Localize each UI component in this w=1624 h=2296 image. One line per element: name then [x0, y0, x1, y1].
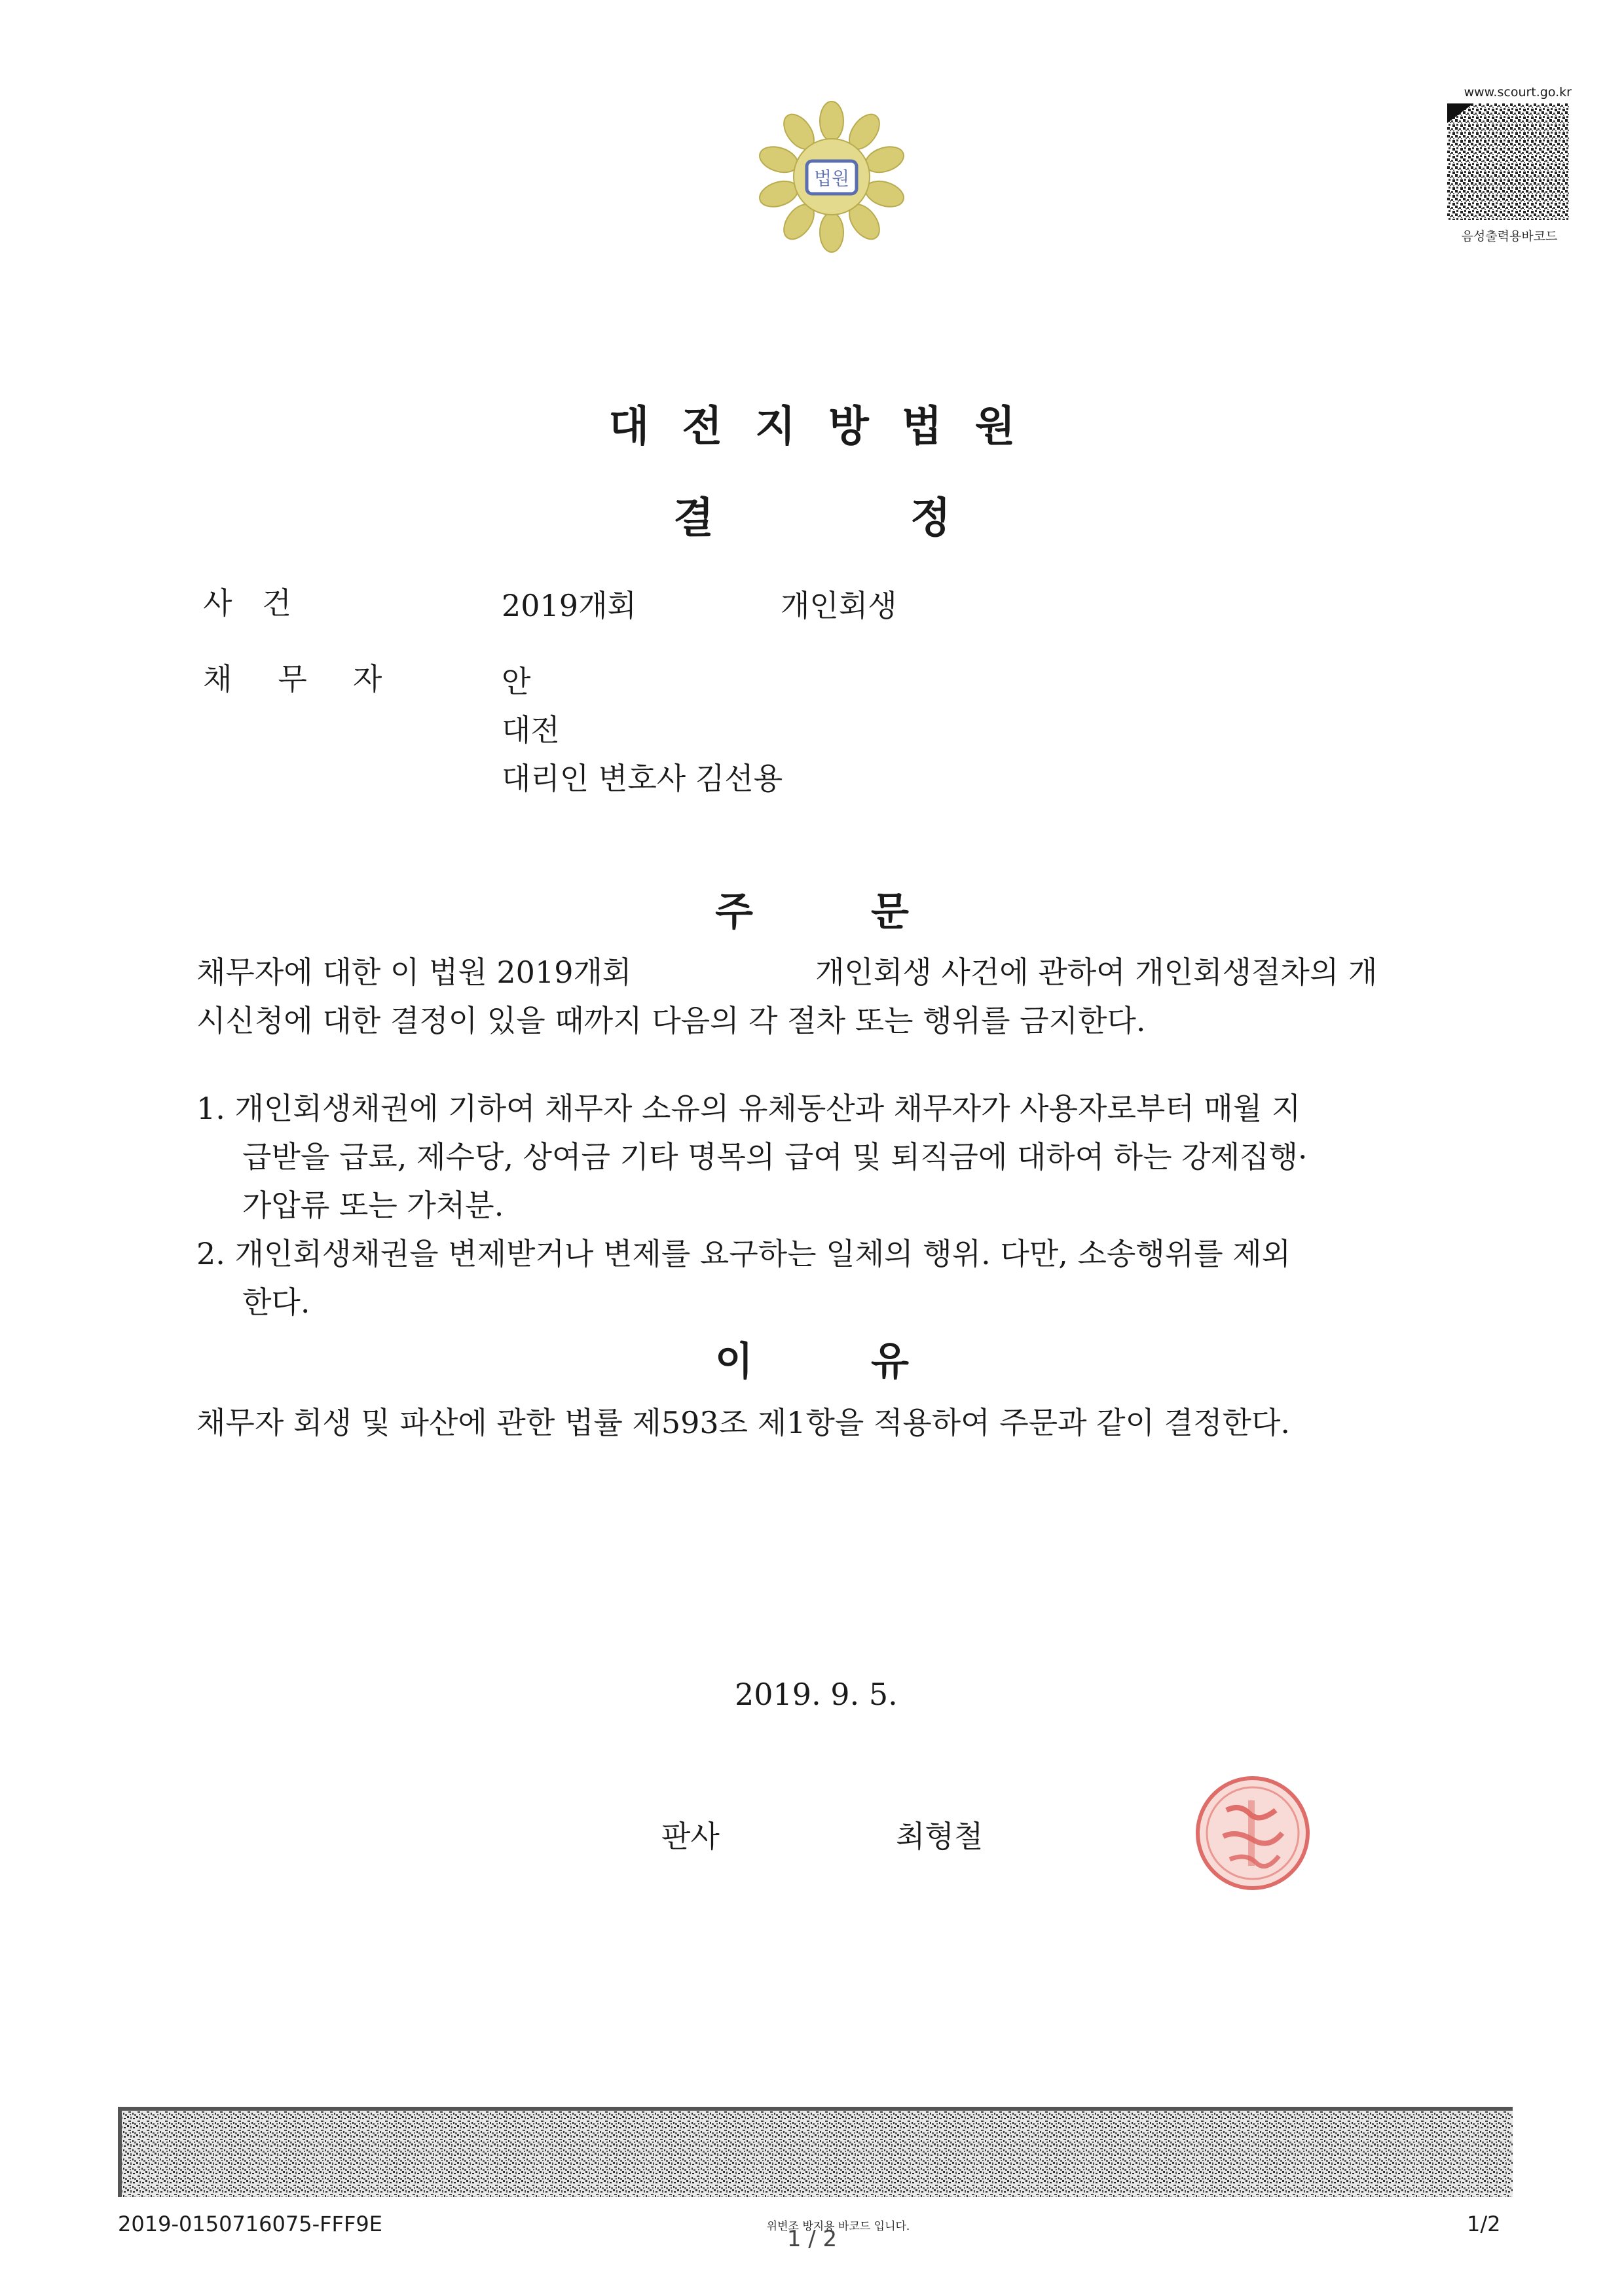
judge-seal — [1190, 1771, 1315, 1895]
qr-url: www.scourt.go.kr — [1464, 85, 1572, 100]
court-name: 대전지방법원 — [608, 403, 1048, 451]
order-item1-line3: 가압류 또는 가처분. — [242, 1188, 504, 1223]
order-item2-line2: 한다. — [242, 1285, 310, 1320]
order-item1-line2: 급받을 급료, 제수당, 상여금 기타 명목의 급여 및 퇴직금에 대하여 하는 강제집행· — [242, 1139, 1308, 1175]
qr-code-icon — [1447, 103, 1569, 220]
debtor-label: 채 무 자 — [203, 661, 390, 697]
decision-date: 2019. 9. 5. — [735, 1677, 898, 1712]
case-number: 2019개회 — [502, 588, 637, 623]
order-intro-line1b: 개인회생 사건에 관하여 개인회생절차의 개 — [815, 955, 1378, 990]
debtor-agent: 대리인 변호사 김선용 — [502, 761, 783, 796]
reason-text: 채무자 회생 및 파산에 관한 법률 제593조 제1항을 적용하여 주문과 같이 결정한다. — [196, 1405, 1291, 1440]
court-emblem — [753, 98, 910, 255]
case-type: 개인회생 — [781, 588, 897, 623]
judge-title: 판사 — [661, 1819, 720, 1854]
debtor-address: 대전 — [502, 712, 560, 748]
emblem-text: 법원 — [813, 168, 850, 189]
order-item1-line1: 1. 개인회생채권에 기하여 채무자 소유의 유체동산과 채무자가 사용자로부터 매월 지 — [196, 1091, 1301, 1126]
qr-code — [1447, 103, 1569, 220]
seal-icon — [1190, 1771, 1315, 1895]
court-emblem-icon — [753, 98, 910, 255]
page-number-right: 1/2 — [1467, 2212, 1501, 2236]
order-intro-line2: 시신청에 대한 결정이 있을 때까지 다음의 각 절차 또는 행위를 금지한다. — [196, 1003, 1146, 1038]
barcode-icon — [118, 2107, 1513, 2197]
order-item2-line1: 2. 개인회생채권을 변제받거나 변제를 요구하는 일체의 행위. 다만, 소송행위를 제외 — [196, 1236, 1291, 1271]
page-number-center: 1 / 2 — [786, 2226, 838, 2252]
order-intro-line1a: 채무자에 대한 이 법원 2019개회 — [196, 955, 632, 990]
case-label: 사 건 — [203, 585, 291, 621]
qr-label: 음성출력용바코드 — [1461, 229, 1558, 244]
document-title: 결정 — [673, 494, 1147, 543]
order-heading: 주문 — [715, 889, 1027, 935]
reason-heading: 이유 — [715, 1339, 1027, 1385]
judge-name: 최형철 — [896, 1819, 984, 1854]
anti-forgery-barcode — [118, 2107, 1513, 2197]
barcode-note: 위변조 방지용 바코드 입니다. — [766, 2220, 910, 2233]
document-id: 2019-0150716075-FFF9E — [118, 2212, 382, 2236]
debtor-name: 안 — [502, 664, 531, 699]
